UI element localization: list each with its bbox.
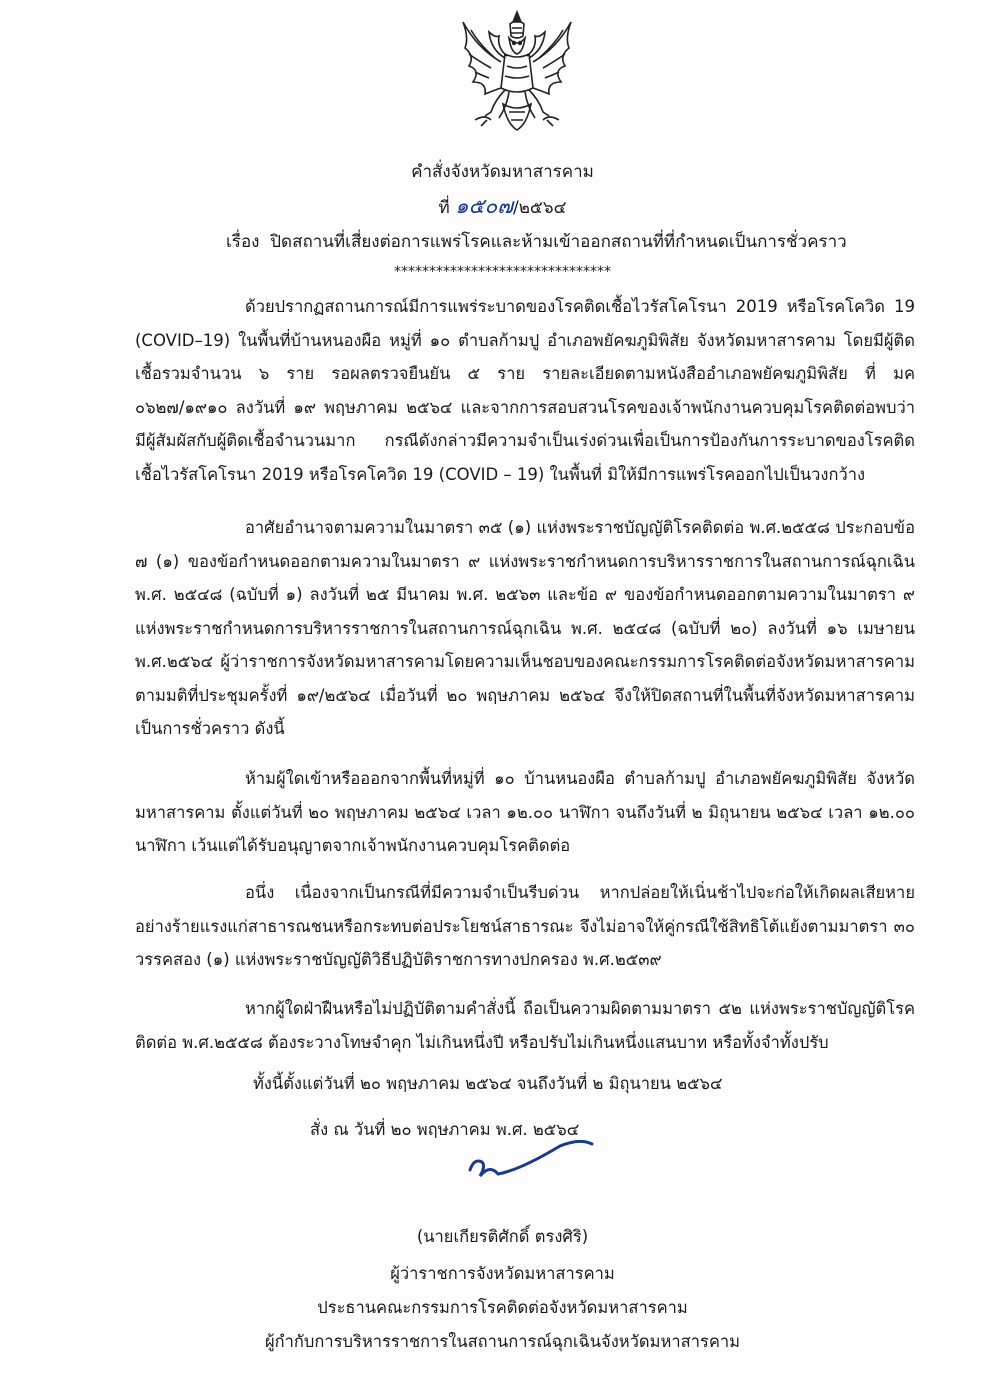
- subject-text: ปิดสถานที่เสี่ยงต่อการแพร่โรคและห้ามเข้าออกสถานที่ที่กำหนดเป็นการชั่วคราว: [270, 232, 847, 252]
- paragraph-text: อาศัยอำนาจตามความในมาตรา ๓๕ (๑) แห่งพระราชบัญญัติโรคติดต่อ พ.ศ.๒๕๕๘ ประกอบข้อ ๗ (๑) ของข้อกำหนดออกตามความในมาตรา ๙ แห่งพระราชกำหนดการบริหารราชการในสถานการณ์ฉุกเฉิน พ.ศ. ๒๕๔๘ (ฉบับที่ ๑) ลงวันที่ ๒๕ มีนาคม พ.ศ. ๒๕๖๓ และข้อ ๙ ของข้อกำหนดออกตามความในมาตรา ๙ แห่งพระราชกำหนดการบริหารราชการในสถานการณ์ฉุกเฉิน พ.ศ. ๒๕๔๘ (ฉบับที่ ๒๐) ลงวันที่ ๑๖ เมษายน พ.ศ.๒๕๖๔ ผู้ว่าราชการจังหวัดมหาสารคามโดยความเห็นชอบของคณะกรรมการโรคติดต่อจังหวัดมหาสารคาม ตามมติที่ประชุมครั้งที่ ๑๙/๒๕๖๔ เมื่อวันที่ ๒๐ พฤษภาคม ๒๕๖๔ จึงให้ปิดสถานที่ในพื้นที่จังหวัดมหาสารคาม เป็นการชั่วคราว ดังนี้: [135, 518, 915, 738]
- order-prefix: ที่: [438, 198, 450, 218]
- subject-line: [226, 230, 847, 254]
- paragraph-text: หากผู้ใดฝ่าฝืนหรือไม่ปฏิบัติตามคำสั่งนี้ ถือเป็นความผิดตามมาตรา ๕๒ แห่งพระราชบัญญัติโรคติดต่อ พ.ศ.๒๕๕๘ ต้องระวางโทษจำคุก ไม่เกินหนึ่งปี หรือปรับไม่เกินหนึ่งแสนบาท หรือทั้งจำทั้งปรับ: [135, 999, 915, 1052]
- signatory-title-governor: ผู้ว่าราชการจังหวัดมหาสารคาม: [390, 1264, 615, 1283]
- ordered-date: สั่ง ณ วันที่ ๒๐ พฤษภาคม พ.ศ. ๒๕๖๔: [310, 1120, 580, 1139]
- signatory-title-emergency-supervisor: ผู้กำกับการบริหารราชการในสถานการณ์ฉุกเฉินจังหวัดมหาสารคาม: [264, 1332, 741, 1351]
- paragraph-prohibition: [135, 762, 915, 863]
- effective-period: ทั้งนี้ตั้งแต่วันที่ ๒๐ พฤษภาคม ๒๕๖๔ จนถึงวันที่ ๒ มิถุนายน ๒๕๖๔: [253, 1074, 723, 1093]
- paragraph-text: ด้วยปรากฏสถานการณ์มีการแพร่ระบาดของโรคติดเชื้อไวรัสโคโรนา 2019 หรือโรคโควิด 19 (COVID–19) ในพื้นที่บ้านหนองผือ หมู่ที่ ๑๐ ตำบลก้ามปู อำเภอพยัคฆภูมิพิสัย จังหวัดมหาสารคาม โดยมีผู้ติดเชื้อรวมจำนวน ๖ ราย รอผลตรวจยืนยัน ๕ ราย รายละเอียดตามหนังสืออำเภอพยัคฆภูมิพิสัย ที่ มค ๐๖๒๗/๑๙๑๐ ลงวันที่ ๑๙ พฤษภาคม ๒๕๖๔ และจากการสอบสวนโรคของเจ้าพนักงานควบคุมโรคติดต่อพบว่า มีผู้สัมผัสกับผู้ติดเชื้อจำนวนมาก กรณีดังกล่าวมีความจำเป็นเร่งด่วนเพื่อเป็นการป้องกันการระบาดของโรคติดเชื้อไวรัสโคโรนา 2019 หรือโรคโควิด 19 (COVID – 19) ในพื้นที่ มิให้มีการแพร่โรคออกไปเป็นวงกว้าง: [135, 297, 915, 484]
- order-title: คำสั่งจังหวัดมหาสารคาม: [411, 162, 594, 182]
- order-number-handwritten: ๑๕๐๗: [455, 194, 513, 218]
- order-number-line: [0, 194, 1005, 220]
- signatory-name: (นายเกียรติศักดิ์ ตรงศิริ): [416, 1227, 589, 1246]
- paragraph-authority: [135, 511, 915, 746]
- paragraph-urgency: [135, 876, 915, 977]
- paragraph-text: อนึ่ง เนื่องจากเป็นกรณีที่มีความจำเป็นรีบด่วน หากปล่อยให้เนิ่นช้าไปจะก่อให้เกิดผลเสียหายอย่างร้ายแรงแก่สาธารณชนหรือกระทบต่อประโยชน์สาธารณะ จึงไม่อาจให้คู่กรณีใช้สิทธิโต้แย้งตามมาตรา ๓๐ วรรคสอง (๑) แห่งพระราชบัญญัติวิธีปฏิบัติราชการทางปกครอง พ.ศ.๒๕๓๙: [135, 883, 915, 969]
- order-year: /๒๕๖๔: [513, 198, 567, 218]
- handwritten-signature-icon: [460, 1140, 620, 1190]
- paragraph-text: ห้ามผู้ใดเข้าหรือออกจากพื้นที่หมู่ที่ ๑๐ บ้านหนองผือ ตำบลก้ามปู อำเภอพยัคฆภูมิพิสัย จังหวัดมหาสารคาม ตั้งแต่วันที่ ๒๐ พฤษภาคม ๒๕๖๔ เวลา ๑๒.๐๐ นาฬิกา จนถึงวันที่ ๒ มิถุนายน ๒๕๖๔ เวลา ๑๒.๐๐ นาฬิกา เว้นแต่ได้รับอนุญาตจากเจ้าพนักงานควบคุมโรคติดต่อ: [135, 769, 915, 855]
- subject-label: เรื่อง: [226, 232, 260, 252]
- garuda-emblem-icon: [455, 8, 580, 138]
- paragraph-situation: [135, 290, 915, 491]
- signatory-title-committee-chair: ประธานคณะกรรมการโรคติดต่อจังหวัดมหาสารคาม: [317, 1298, 688, 1317]
- paragraph-penalty: [135, 992, 915, 1059]
- separator: *******************************: [394, 264, 611, 280]
